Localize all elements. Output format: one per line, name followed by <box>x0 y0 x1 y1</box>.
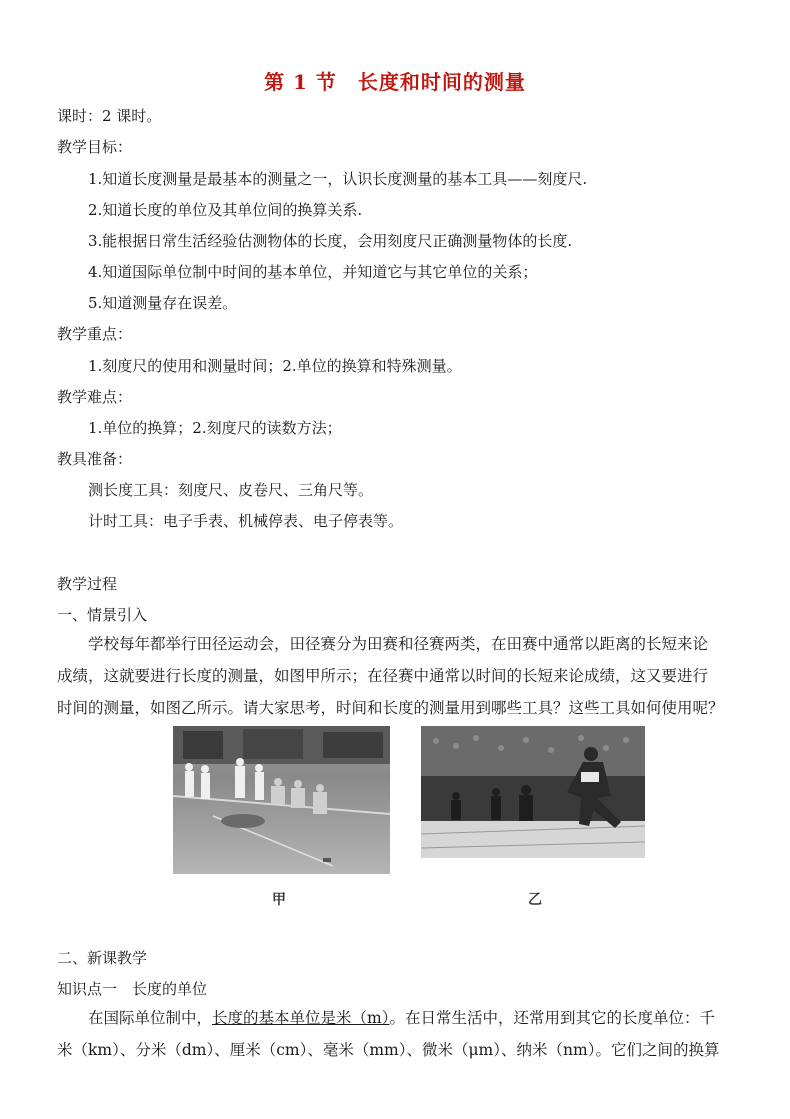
key-points-text: 1.刻度尺的使用和测量时间；2.单位的换算和特殊测量。 <box>88 357 462 375</box>
tools-length: 测长度工具：刻度尺、皮卷尺、三角尺等。 <box>88 481 374 499</box>
intro-line: 时间的测量，如图乙所示。请大家思考，时间和长度的测量用到哪些工具？这些工具如何使用呢？ <box>57 699 724 717</box>
section-new-lesson-heading: 二、新课教学 <box>57 949 148 967</box>
tools-heading: 教具准备： <box>57 450 133 468</box>
units-paragraph <box>57 1002 737 1066</box>
class-hours: 课时：2 课时。 <box>57 107 162 125</box>
objective-item: 3.能根据日常生活经验估测物体的长度，会用刻度尺正确测量物体的长度. <box>88 232 573 250</box>
difficulties-text: 1.单位的换算；2.刻度尺的读数方法； <box>88 419 342 437</box>
units-underlined-text: 长度的基本单位是米（m） <box>212 1009 390 1027</box>
objective-item: 1.知道长度测量是最基本的测量之一，认识长度测量的基本工具——刻度尺. <box>88 170 588 188</box>
objective-item: 2.知道长度的单位及其单位间的换算关系. <box>88 201 363 219</box>
section-intro-heading: 一、情景引入 <box>57 606 148 624</box>
intro-line: 成绩，这就要进行长度的测量，如图甲所示；在径赛中通常以时间的长短来论成绩，这又要进行 <box>57 667 709 685</box>
knowledge-point-heading: 知识点一 长度的单位 <box>57 980 208 998</box>
units-line <box>57 1002 737 1034</box>
objective-item: 5.知道测量存在误差。 <box>88 294 238 312</box>
page-title: 第 1 节 长度和时间的测量 <box>264 70 526 94</box>
units-line: 米（km）、分米（dm）、厘米（cm）、毫米（mm）、微米（μm）、纳米（nm）。它们之间的换算 <box>57 1041 720 1059</box>
tools-time: 计时工具：电子手表、机械停表、电子停表等。 <box>88 512 404 530</box>
figure-b-caption: 乙 <box>528 892 542 908</box>
figure-a-long-jump-photo <box>173 726 390 874</box>
figure-b-sprint-photo <box>421 726 645 858</box>
key-points-heading: 教学重点： <box>57 325 133 343</box>
units-text: 。在日常生活中，还常用到其它的长度单位：千 <box>389 1009 715 1027</box>
difficulties-heading: 教学难点： <box>57 388 133 406</box>
intro-line: 学校每年都举行田径运动会，田径赛分为田赛和径赛两类，在田赛中通常以距离的长短来论 <box>88 635 709 653</box>
objective-item: 4.知道国际单位制中时间的基本单位，并知道它与其它单位的关系； <box>88 263 538 281</box>
intro-paragraph <box>57 628 737 724</box>
units-text: 在国际单位制中， <box>88 1009 213 1027</box>
process-heading: 教学过程 <box>57 575 118 593</box>
figure-a-caption: 甲 <box>272 892 286 908</box>
objectives-heading: 教学目标： <box>57 138 133 156</box>
